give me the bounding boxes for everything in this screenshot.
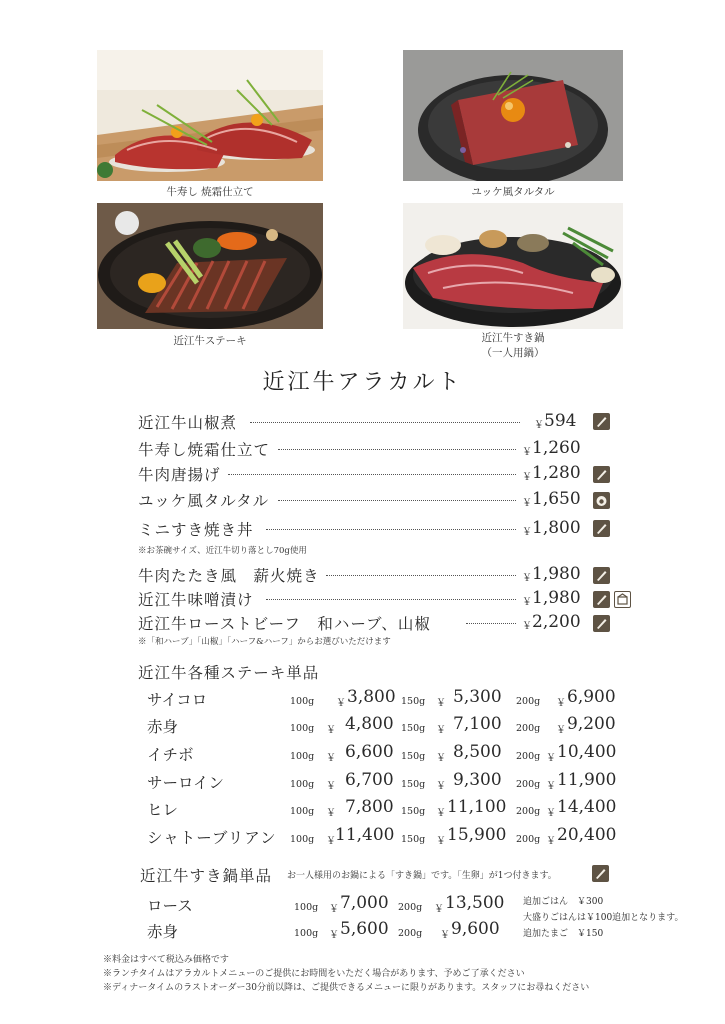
size-label: 200g <box>516 751 541 762</box>
size-label: 100g <box>290 751 315 762</box>
steak-name: イチボ <box>147 746 194 764</box>
size-label: 100g <box>290 806 315 817</box>
size-label: 200g <box>516 779 541 790</box>
menu-item <box>138 612 618 634</box>
leader-dots <box>250 422 520 423</box>
size-label: 150g <box>401 723 426 734</box>
yen-sign: ￥ <box>522 498 532 509</box>
yen-sign: ￥ <box>329 930 339 941</box>
steak-price: 15,900 <box>447 825 507 845</box>
steak-price: 6,600 <box>345 742 394 762</box>
sukiyaki-price: 5,600 <box>340 919 389 939</box>
size-label: 100g <box>290 779 315 790</box>
menu-item <box>138 438 618 460</box>
size-label: 100g <box>290 723 315 734</box>
page-title: 近江牛アラカルト <box>262 370 463 395</box>
yen-sign: ￥ <box>326 725 336 736</box>
menu-item-name: 牛寿し焼霜仕立て <box>138 441 271 459</box>
sukiyaki-price: 7,000 <box>340 893 389 913</box>
steak-price: 6,700 <box>345 770 394 790</box>
steak-price: 9,300 <box>453 770 502 790</box>
yen-sign: ￥ <box>534 420 544 431</box>
side-large-rice: 大盛りごはんは￥100追加となります。 <box>523 913 684 923</box>
yen-sign: ￥ <box>326 781 336 792</box>
leader-dots <box>466 623 516 624</box>
menu-item-name: 近江牛ローストビーフ 和ハーブ、山椒 <box>138 615 431 633</box>
steak-price: 3,800 <box>347 687 396 707</box>
box-icon <box>614 591 631 608</box>
menu-item-name: 牛肉唐揚げ <box>138 466 221 484</box>
footer-note: ※ランチタイムはアラカルトメニューのご提供にお時間をいただく場合があります、予めご了承ください <box>103 969 525 979</box>
size-label: 200g <box>516 806 541 817</box>
size-label: 150g <box>401 806 426 817</box>
steak-price: 5,300 <box>453 687 502 707</box>
yen-sign: ￥ <box>556 725 566 736</box>
photo-caption: ユッケ風タルタル <box>471 186 555 198</box>
steak-price: 10,400 <box>557 742 617 762</box>
sukiyaki-heading: 近江牛すき鍋単品 <box>140 867 273 885</box>
photo-caption: （一人用鍋） <box>481 347 545 359</box>
pen-icon <box>593 413 610 430</box>
photo-caption: 近江牛ステーキ <box>173 335 247 347</box>
yen-sign: ￥ <box>336 698 346 709</box>
steak-name: 赤身 <box>147 718 179 736</box>
steak-price: 20,400 <box>557 825 617 845</box>
side-extra-rice: 追加ごはん ￥300 <box>523 897 604 907</box>
menu-item <box>138 564 618 586</box>
yen-sign: ￥ <box>556 698 566 709</box>
yen-sign: ￥ <box>436 753 446 764</box>
yen-sign: ￥ <box>436 781 446 792</box>
steak-price: 9,200 <box>567 714 616 734</box>
size-label: 150g <box>401 696 426 707</box>
menu-item-price: 1,650 <box>532 489 581 509</box>
yen-sign: ￥ <box>326 836 336 847</box>
steak-price: 4,800 <box>345 714 394 734</box>
steak-heading: 近江牛各種ステーキ単品 <box>138 664 320 682</box>
sukiyaki-name: 赤身 <box>147 923 179 941</box>
yen-sign: ￥ <box>436 698 446 709</box>
yen-sign: ￥ <box>522 621 532 632</box>
leader-dots <box>326 575 516 576</box>
yen-sign: ￥ <box>329 904 339 915</box>
steak-price: 7,100 <box>453 714 502 734</box>
leader-dots <box>266 599 516 600</box>
size-label: 150g <box>401 779 426 790</box>
leader-dots <box>228 474 516 475</box>
menu-item <box>138 518 618 540</box>
sukiyaki-price: 9,600 <box>451 919 500 939</box>
steak-name: ヒレ <box>147 801 179 819</box>
menu-item-price: 1,800 <box>532 518 581 538</box>
menu-item-price: 1,280 <box>532 463 581 483</box>
menu-item <box>138 463 618 485</box>
steak-price: 6,900 <box>567 687 616 707</box>
steak-price: 8,500 <box>453 742 502 762</box>
steak-price: 14,400 <box>557 797 617 817</box>
photo-caption: 牛寿し 焼霜仕立て <box>166 186 254 198</box>
yen-sign: ￥ <box>436 725 446 736</box>
size-label: 100g <box>290 834 315 845</box>
steak-price: 11,400 <box>335 825 395 845</box>
yen-sign: ￥ <box>436 808 446 819</box>
photo-yukke-tartare <box>403 50 623 181</box>
menu-item-price: 2,200 <box>532 612 581 632</box>
menu-item <box>138 588 618 610</box>
pen-icon <box>593 466 610 483</box>
sukiyaki-name: ロース <box>147 897 193 915</box>
menu-item-name: 近江牛山椒煮 <box>138 414 238 432</box>
photo-steak <box>97 203 323 329</box>
menu-item-name: ユッケ風タルタル <box>138 492 270 510</box>
size-label: 150g <box>401 751 426 762</box>
steak-price: 11,100 <box>447 797 507 817</box>
steak-name: サーロイン <box>147 774 225 792</box>
footer-note: ※ディナータイムのラストオーダー30分前以降は、ご提供できるメニューに限りがあります。スタッフにお尋ねください <box>103 983 590 993</box>
steak-price: 11,900 <box>557 770 617 790</box>
yen-sign: ￥ <box>326 753 336 764</box>
yen-sign: ￥ <box>522 472 532 483</box>
yen-sign: ￥ <box>546 753 556 764</box>
size-label: 200g <box>516 696 541 707</box>
side-extra-egg: 追加たまご ￥150 <box>523 929 604 939</box>
size-label: 150g <box>401 834 426 845</box>
yen-sign: ￥ <box>522 573 532 584</box>
sukiyaki-subnote: お一人様用のお鍋による「すき鍋」です。「生卵」が1つ付きます。 <box>287 871 557 881</box>
menu-note: ※「和ハーブ」「山椒」「ハーフ&ハーフ」からお選びいただけます <box>138 637 391 647</box>
pen-icon <box>593 615 610 632</box>
size-label: 100g <box>290 696 315 707</box>
pen-icon <box>593 567 610 584</box>
sukiyaki-price: 13,500 <box>445 893 505 913</box>
leader-dots <box>278 500 516 501</box>
steak-name: サイコロ <box>147 691 208 709</box>
steak-name: シャトーブリアン <box>147 829 277 847</box>
yen-sign: ￥ <box>440 930 450 941</box>
pen-icon <box>593 520 610 537</box>
size-label: 200g <box>398 928 423 939</box>
menu-item-price: 1,980 <box>532 588 581 608</box>
yen-sign: ￥ <box>546 781 556 792</box>
yen-sign: ￥ <box>522 597 532 608</box>
leader-dots <box>278 449 516 450</box>
footer-note: ※料金はすべて税込み価格です <box>103 955 229 965</box>
menu-note: ※お茶碗サイズ、近江牛切り落とし70g使用 <box>138 546 307 556</box>
menu-item-price: 1,980 <box>532 564 581 584</box>
menu-item-price: 1,260 <box>532 438 581 458</box>
menu-item <box>138 411 618 433</box>
yen-sign: ￥ <box>436 836 446 847</box>
leader-dots <box>266 529 516 530</box>
menu-item-name: ミニすき焼き丼 <box>138 521 254 539</box>
steak-price: 7,800 <box>345 797 394 817</box>
menu-item-price: 594 <box>544 411 577 431</box>
yen-sign: ￥ <box>434 904 444 915</box>
size-label: 100g <box>294 928 319 939</box>
yen-sign: ￥ <box>326 808 336 819</box>
size-label: 200g <box>516 834 541 845</box>
size-label: 100g <box>294 902 319 913</box>
size-label: 200g <box>516 723 541 734</box>
photo-beef-sushi <box>97 50 323 181</box>
size-label: 200g <box>398 902 423 913</box>
yen-sign: ￥ <box>522 527 532 538</box>
yen-sign: ￥ <box>522 447 532 458</box>
yen-sign: ￥ <box>546 836 556 847</box>
menu-item-name: 近江牛味噌漬け <box>138 591 254 609</box>
photo-caption: 近江牛すき鍋 <box>481 332 545 344</box>
egg-icon <box>593 492 610 509</box>
photo-sukiyaki-pot <box>403 203 623 329</box>
pen-icon <box>592 865 609 882</box>
menu-item-name: 牛肉たたき風 薪火焼き <box>138 567 320 585</box>
menu-item <box>138 489 618 511</box>
yen-sign: ￥ <box>546 808 556 819</box>
pen-icon <box>593 591 610 608</box>
